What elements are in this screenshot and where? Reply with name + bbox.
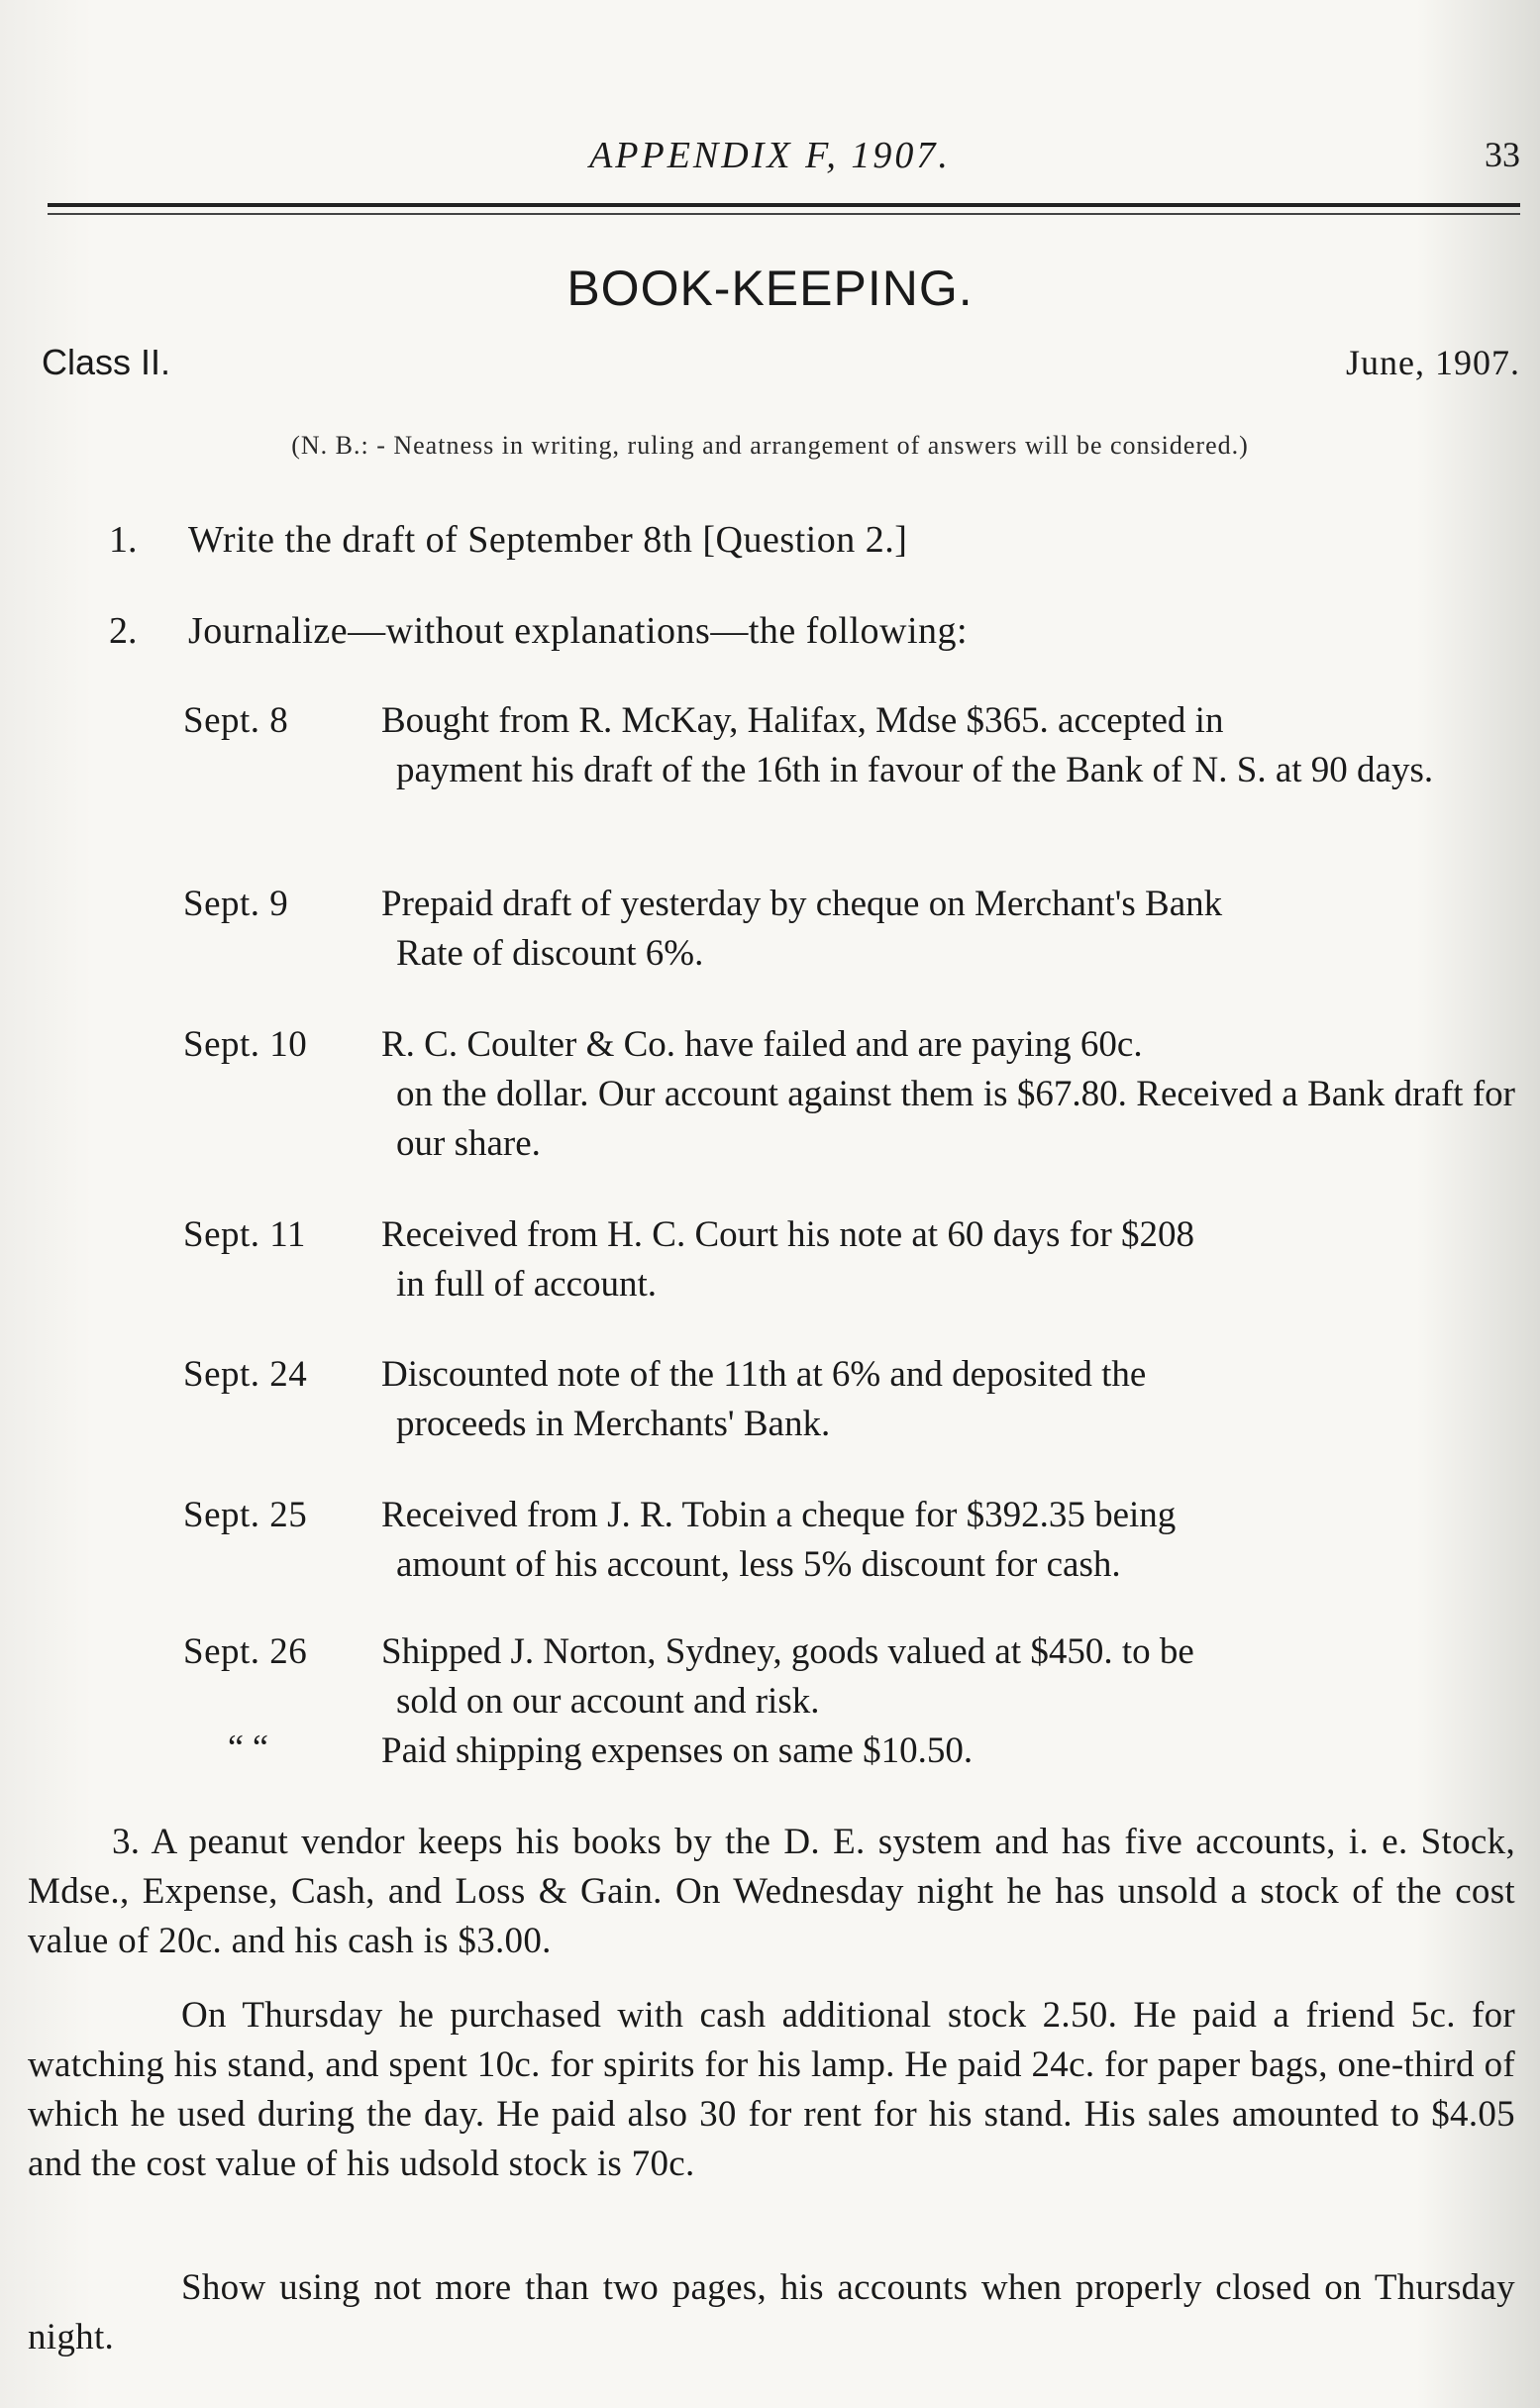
class-label: Class II. [42,342,171,382]
entry-date: Sept. 24 [183,1354,308,1395]
entry-line: Received from H. C. Court his note at 60 days for $208 [381,1214,1195,1255]
entry-text [381,696,1515,795]
entry-line: R. C. Coulter & Co. have failed and are paying 60c. [381,1024,1143,1065]
exam-date: June, 1907. [1346,343,1520,382]
entry-date: Sept. 10 [183,1024,308,1065]
entry-line: Prepaid draft of yesterday by cheque on Merchant's Bank [381,884,1223,924]
running-title: APPENDIX F, 1907. [589,135,951,176]
entry-line: Bought from R. McKay, Halifax, Mdse $365. accepted in [381,700,1224,741]
ditto-entry-text: Paid shipping expenses on same $10.50. [381,1730,974,1771]
section-title: BOOK-KEEPING. [566,261,974,316]
page-header [0,134,1540,193]
instructions-note: (N. B.: - Neatness in writing, ruling and arrangement of answers will be considered.) [291,431,1249,460]
entry-text [381,1627,1515,1727]
entry-continuation: on the dollar. Our account against them is $67.80. Received a Bank draft for our share. [396,1074,1515,1164]
entry-continuation: Rate of discount 6%. [396,933,704,974]
entry-continuation: sold on our account and risk. [396,1681,820,1722]
question-3-paragraph-2 [28,1991,1515,2189]
entry-continuation: in full of account. [396,1264,658,1305]
ditto-marks: “ “ [228,1727,268,1767]
question-number: 2. [109,610,138,652]
question-3-paragraph [28,1818,1515,1966]
entry-date: Sept. 25 [183,1495,308,1535]
entry-line: Shipped J. Norton, Sydney, goods valued at $450. to be [381,1631,1194,1672]
question-text: Journalize—without explanations—the following: [188,610,969,652]
entry-continuation: proceeds in Merchants' Bank. [396,1404,831,1444]
question-number: 3. [112,1822,141,1862]
header-rule-thin [48,213,1520,215]
entry-text [381,880,1515,979]
entry-line: Received from J. R. Tobin a cheque for $392.35 being [381,1495,1177,1535]
paragraph-text: On Thursday he purchased with cash additional stock 2.50. He paid a friend 5c. for watching his stand, and spent 10c. for spirits for his lamp. He paid 24c. for paper bags, one-third of which he used during the day. He paid also 30 for rent for his stand. His sales amounted to $4.05 and the cost value of his udsold stock is 70c. [28,1995,1515,2184]
entry-date: Sept. 9 [183,884,289,924]
entry-text [381,1210,1515,1309]
class-row [42,342,1520,391]
entry-continuation: payment his draft of the 16th in favour of the Bank of N. S. at 90 days. [396,750,1434,790]
question-text: Write the draft of September 8th [Question 2.] [188,519,908,561]
paragraph-text: Show using not more than two pages, his accounts when properly closed on Thursday night. [28,2267,1515,2357]
entry-text [381,1350,1515,1449]
entry-text [381,1020,1515,1169]
entry-date: Sept. 8 [183,700,289,741]
page-number: 33 [1485,135,1520,174]
entry-date: Sept. 11 [183,1214,306,1255]
entry-date: Sept. 26 [183,1631,308,1672]
entry-line: Discounted note of the 11th at 6% and deposited the [381,1354,1147,1395]
question-text: A peanut vendor keeps his books by the D. E. system and has five accounts, i. e. Stock, Mdse., Expense, Cash, and Loss & Gain. On Wednesday night he has unsold a stock of the cost value of 20c. and his cash is $3.00. [28,1822,1516,1961]
header-rule-thick [48,203,1520,207]
entry-text [381,1491,1515,1590]
entry-continuation: amount of his account, less 5% discount for cash. [396,1544,1121,1585]
question-3-paragraph-3 [28,2263,1515,2362]
question-number: 1. [109,519,138,561]
